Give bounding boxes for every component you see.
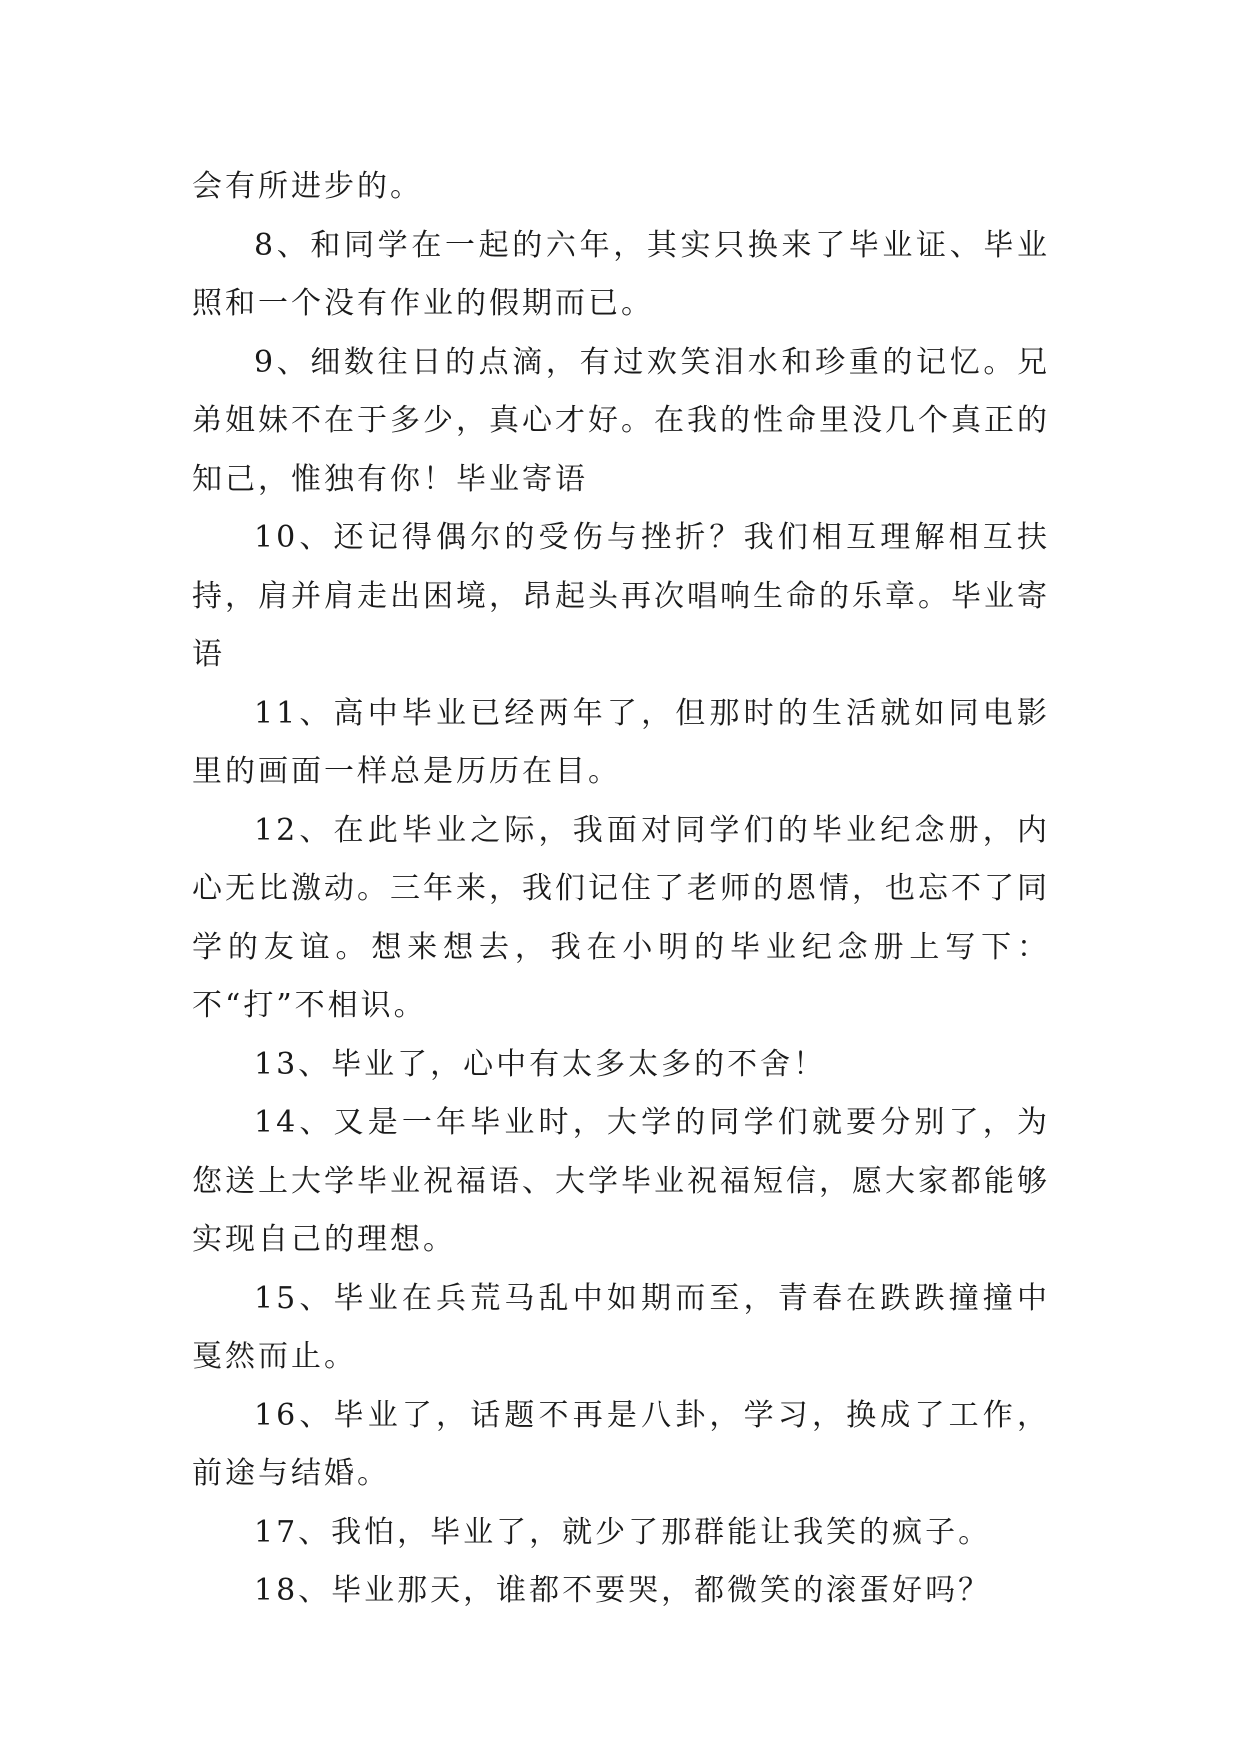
paragraph-11: 11、高中毕业已经两年了，但那时的生活就如同电影里的画面一样总是历历在目。 xyxy=(192,695,1050,789)
paragraph-12: 12、在此毕业之际，我面对同学们的毕业纪念册，内心无比激动。三年来，我们记住了老师的恩情，也忘不了同学的友谊。想来想去，我在小明的毕业纪念册上写下：不“打”不相识。 xyxy=(192,812,1050,1023)
paragraph-13: 13、毕业了，心中有太多太多的不舍！ xyxy=(254,1046,827,1082)
paragraph-9: 9、细数往日的点滴，有过欢笑泪水和珍重的记忆。兄弟姐妹不在于多少，真心才好。在我的性命里没几个真正的知己，惟独有你！毕业寄语 xyxy=(192,344,1050,497)
paragraph-8: 8、和同学在一起的六年，其实只换来了毕业证、毕业照和一个没有作业的假期而已。 xyxy=(192,227,1050,321)
paragraph-16: 16、毕业了，话题不再是八卦，学习，换成了工作，前途与结婚。 xyxy=(192,1397,1050,1491)
paragraph-18: 18、毕业那天，谁都不要哭，都微笑的滚蛋好吗？ xyxy=(254,1573,992,1608)
paragraph-10: 10、还记得偶尔的受伤与挫折？我们相互理解相互扶持，肩并肩走出困境，昂起头再次唱响生命的乐章。毕业寄语 xyxy=(192,520,1050,672)
document-body xyxy=(192,158,1050,1621)
paragraph-continuation: 会有所进步的。 xyxy=(192,169,423,204)
paragraph-15: 15、毕业在兵荒马乱中如期而至，青春在跌跌撞撞中戛然而止。 xyxy=(192,1280,1050,1374)
paragraph-17: 17、我怕，毕业了，就少了那群能让我笑的疯子。 xyxy=(254,1514,992,1550)
paragraph-14: 14、又是一年毕业时，大学的同学们就要分别了，为您送上大学毕业祝福语、大学毕业祝福短信，愿大家都能够实现自己的理想。 xyxy=(192,1105,1050,1257)
